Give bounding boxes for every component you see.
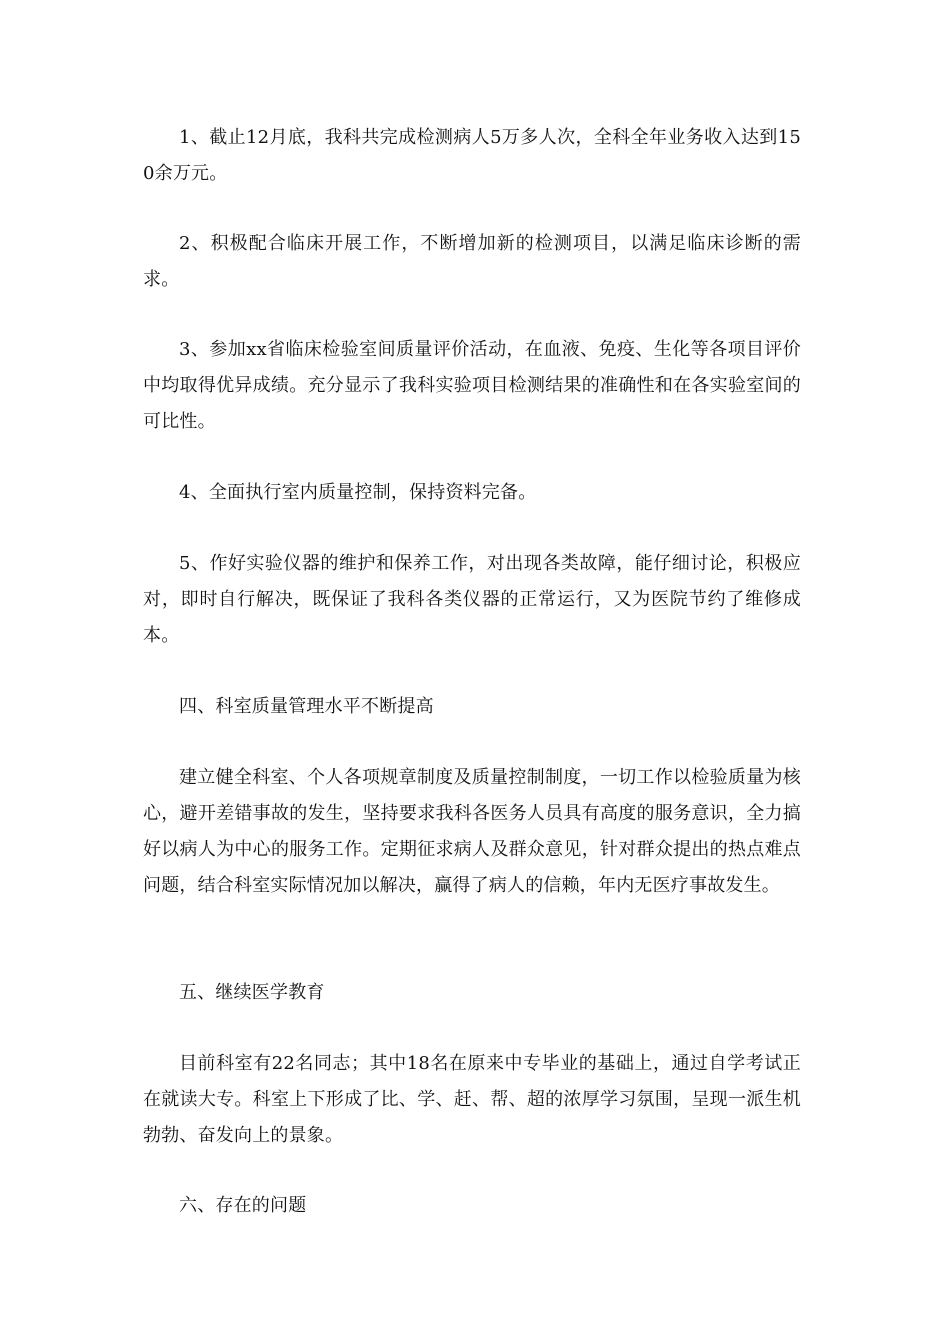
section-heading-quality-management: 四、科室质量管理水平不断提高 <box>179 696 434 717</box>
paragraph-quality-management: 建立健全科室、个人各项规章制度及质量控制制度，一切工作以检验质量为核心，避开差错事故的发生，坚持要求我科各医务人员具有高度的服务意识，全力搞好以病人为中心的服务工作。定期征求病人及群众意见，针对群众提出的热点难点问题，结合科室实际情况加以解决，赢得了病人的信赖，年内无医疗事故发生。 <box>143 767 801 896</box>
paragraph-item-3: 3、参加xx省临床检验室间质量评价活动，在血液、免疫、生化等各项目评价中均取得优异成绩。充分显示了我科实验项目检测结果的准确性和在各实验室间的可比性。 <box>143 339 801 432</box>
paragraph-continuing-education: 目前科室有22名同志；其中18名在原来中专毕业的基础上，通过自学考试正在就读大专。科室上下形成了比、学、赶、帮、超的浓厚学习氛围，呈现一派生机勃勃、奋发向上的景象。 <box>143 1053 801 1146</box>
paragraph-item-5: 5、作好实验仪器的维护和保养工作，对出现各类故障，能仔细讨论，积极应对，即时自行解决，既保证了我科各类仪器的正常运行，又为医院节约了维修成本。 <box>143 553 801 646</box>
paragraph-item-4: 4、全面执行室内质量控制，保持资料完备。 <box>179 482 537 503</box>
paragraph-item-1: 1、截止12月底，我科共完成检测病人5万多人次，全科全年业务收入达到150余万元。 <box>143 127 801 184</box>
paragraph-item-2: 2、积极配合临床开展工作，不断增加新的检测项目，以满足临床诊断的需求。 <box>143 233 801 290</box>
section-heading-existing-problems: 六、存在的问题 <box>179 1195 307 1216</box>
section-heading-continuing-education: 五、继续医学教育 <box>179 982 325 1003</box>
